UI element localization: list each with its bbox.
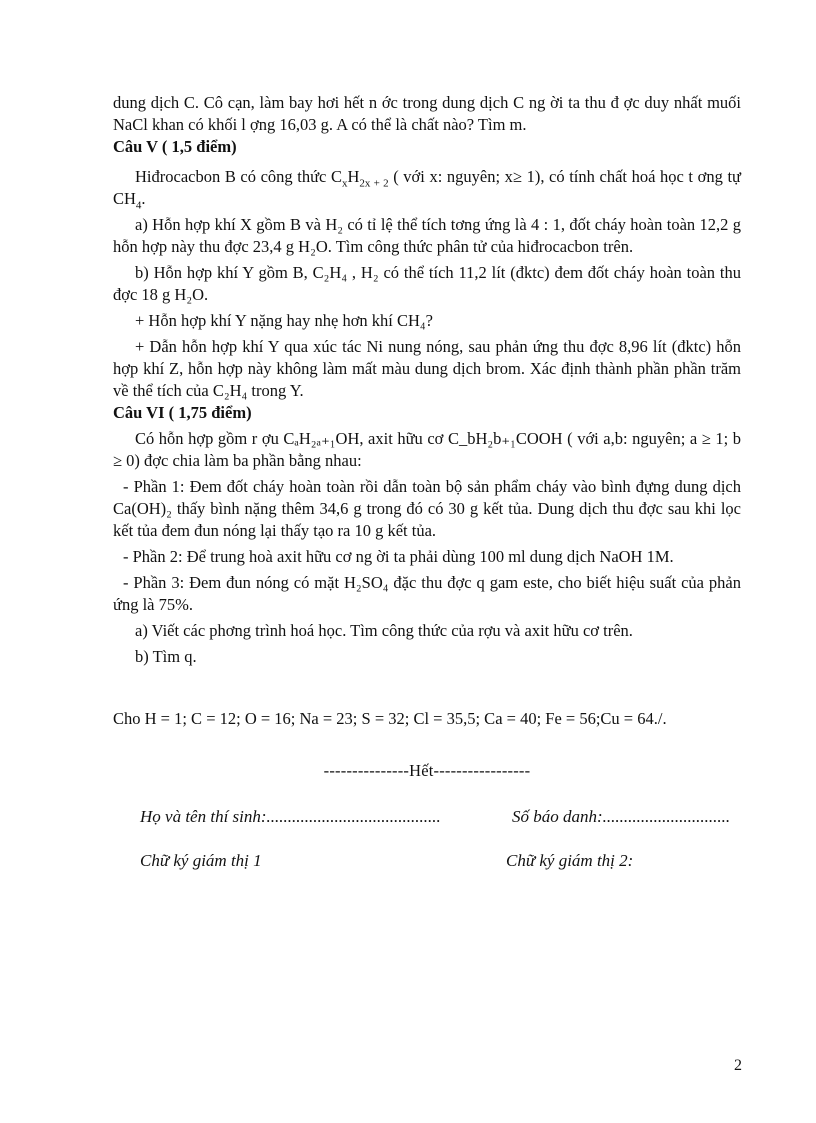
page-number: 2 (734, 1057, 742, 1074)
question-5-part-b2: + Dẫn hỗn hợp khí Y qua xúc tác Ni nung nóng, sau phản ứng thu đợc 8,96 lít (đktc) hỗn hợp khí Z, hỗn hợp này không làm mất màu dung dịch brom. Xác định thành phần phần trăm về thể tích của C₂H₄ trong Y. (113, 337, 741, 400)
q5-subscript-x: x (342, 177, 348, 190)
question-6-part-2: - Phần 2: Để trung hoà axit hữu cơ ng ời ta phải dùng 100 ml dung dịch NaOH 1M. (123, 547, 674, 566)
end-mark: ---------------Hết----------------- (323, 761, 531, 780)
atomic-masses: Cho H = 1; C = 12; O = 16; Na = 23; S = 32; Cl = 35,5; Ca = 40; Fe = 56;Cu = 64./. (113, 709, 667, 728)
question-6-intro: Có hỗn hợp gồm r ợu CₐH₂ₐ₊₁OH, axit hữu cơ C_bH₂b₊₁COOH ( với a,b: nguyên; a ≥ 1; b ≥ 0) đợc chia làm ba phần bằng nhau: (113, 429, 741, 470)
question-5-part-b1: + Hỗn hợp khí Y nặng hay nhẹ hơn khí CH₄? (135, 311, 433, 330)
continued-paragraph: dung dịch C. Cô cạn, làm bay hơi hết n ớc trong dung dịch C ng ời ta thu đ ợc duy nhất muối NaCl khan có khối l ợng 16,03 g. A có thể là chất nào? Tìm m. (113, 93, 741, 134)
examiner-signature-row (140, 850, 741, 874)
question-5-part-a: a) Hỗn hợp khí X gồm B và H₂ có tỉ lệ thể tích tơng ứng là 4 : 1, đốt cháy hoàn toàn 12,2 g hỗn hợp này thu đợc 23,4 g H₂O. Tìm công thức phân tử của hiđrocacbon trên. (113, 215, 741, 256)
question-5-intro (113, 166, 741, 210)
question-6-part-1: - Phần 1: Đem đốt cháy hoàn toàn rồi dẫn toàn bộ sản phẩm cháy vào bình đựng dung dịch Ca(OH)₂ thấy bình nặng thêm 34,6 g trong đó có 30 g kết tủa. Dung dịch thu đợc sau khi lọc kết tủa đem đun nóng lại thấy tạo ra 10 g kết tủa. (113, 477, 741, 540)
page-content (113, 92, 741, 874)
question-6-part-3: - Phần 3: Đem đun nóng có mặt H₂SO₄ đặc thu đợc q gam este, cho biết hiệu suất của phản ứng là 75%. (113, 573, 741, 614)
q5-subscript-2x2: 2x + 2 (359, 177, 389, 190)
examiner-1-signature: Chữ ký giám thị 1 (140, 851, 262, 870)
question-6-sub-a: a) Viết các phơng trình hoá học. Tìm công thức của rợu và axit hữu cơ trên. (135, 621, 633, 640)
candidate-info-row (140, 806, 741, 830)
candidate-number-field: Số báo danh:.............................. (512, 807, 731, 826)
question-5-heading: Câu V ( 1,5 điểm) (113, 137, 237, 156)
q5-intro-rest: ( với x: nguyên; x≥ 1), có tính chất hoá học t ơng tự CH (113, 167, 741, 208)
question-5-part-b: b) Hỗn hợp khí Y gồm B, C₂H₄ , H₂ có thể tích 11,2 lít (đktc) đem đốt cháy hoàn toàn thu đợc 18 g H₂O. (113, 263, 741, 304)
q5-intro-text: Hiđrocacbon B có công thức C (135, 167, 342, 186)
q5-intro-h: H (347, 167, 360, 186)
question-6-heading: Câu VI ( 1,75 điểm) (113, 403, 252, 422)
q5-subscript-4: 4 (135, 199, 142, 212)
question-6-sub-b: b) Tìm q. (135, 647, 197, 666)
q5-intro-period: . (141, 189, 146, 208)
candidate-name-field: Họ và tên thí sinh:......................................... (140, 807, 441, 826)
examiner-2-signature: Chữ ký giám thị 2: (506, 851, 634, 870)
